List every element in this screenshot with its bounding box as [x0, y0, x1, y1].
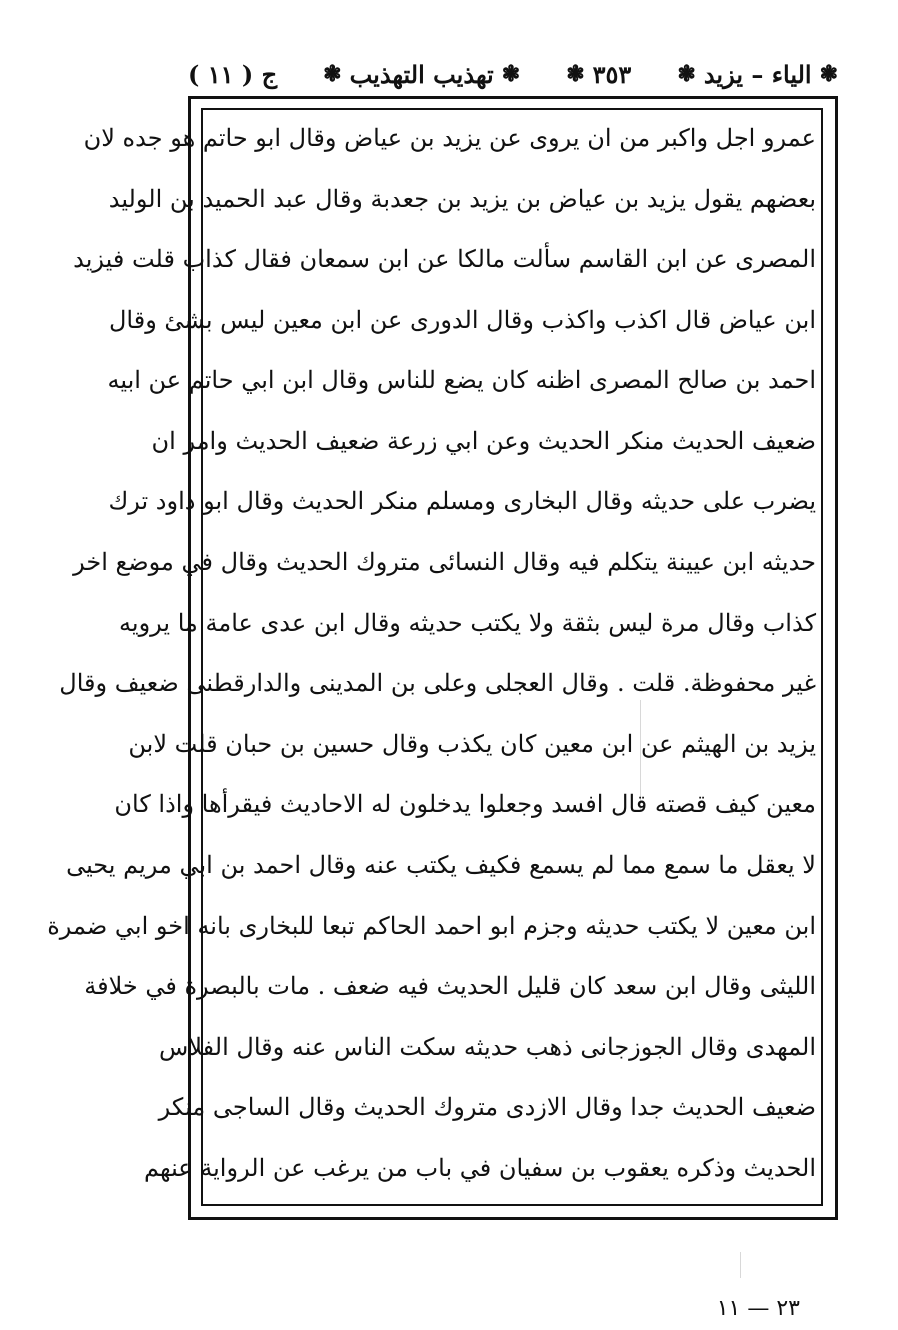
text-line: كذاب وقال مرة ليس بثقة ولا يكتب حديثه وقال ابن عدى عامة ما يرويه: [119, 608, 816, 637]
ornament-icon: ❃: [501, 61, 521, 87]
header-volume: [188, 60, 277, 89]
ornament-icon: ❃: [566, 61, 585, 87]
text-body: [47, 118, 816, 1198]
text-line: الليثى وقال ابن سعد كان قليل الحديث فيه ضعف . مات بالبصرة في خلافة: [84, 972, 816, 1001]
ornament-icon: ❃: [323, 61, 342, 87]
book-title: تهذيب التهذيب: [349, 59, 494, 89]
header-section: [677, 60, 838, 89]
text-line: يضرب على حديثه وقال البخارى ومسلم منكر الحديث وقال ابو داود ترك: [108, 487, 816, 516]
text-line: لا يعقل ما سمع مما لم يسمع فكيف يكتب عنه وقال احمد بن ابي مريم يحيى: [66, 850, 816, 879]
text-line: عمرو اجل واكبر من ان يروى عن يزيد بن عياض وقال ابو حاتم هو جده لان: [83, 124, 816, 152]
text-line: يزيد بن الهيثم عن ابن معين كان يكذب وقال حسين بن حبان قلت لابن: [128, 729, 816, 758]
page-number: ٣٥٣: [592, 59, 632, 89]
text-line: غير محفوظة. قلت . وقال العجلى وعلى بن المدينى والدارقطنى ضعيف وقال: [59, 669, 816, 698]
text-line: ابن معين لا يكتب حديثه وجزم ابو احمد الحاكم تبعا للبخارى بانه اخو ابي ضمرة: [47, 911, 816, 940]
text-line: ابن عياض قال اكذب واكذب وقال الدورى عن ابن معين ليس بشئ وقال: [108, 305, 816, 334]
volume-label: ج ( ١١ ): [188, 59, 278, 89]
section-title: الياء – يزيد: [703, 59, 812, 89]
ornament-icon: ❃: [677, 61, 696, 87]
scan-mark: [740, 1252, 741, 1278]
text-line: ضعيف الحديث منكر الحديث وعن ابي زرعة ضعيف الحديث وامر ان: [151, 426, 816, 455]
page-header: [188, 56, 838, 92]
text-line: المصرى عن ابن القاسم سألت مالكا عن ابن سمعان فقال كذاب قلت فيزيد: [73, 245, 816, 274]
text-line: معين كيف قصته قال افسد وجعلوا يدخلون له الاحاديث فيقرأها واذا كان: [114, 790, 816, 819]
text-line: احمد بن صالح المصرى اظنه كان يضع للناس وقال ابن ابي حاتم عن ابيه: [107, 366, 816, 395]
text-line: بعضهم يقول يزيد بن عياض بن يزيد بن جعدبة وقال عبد الحميد بن الوليد: [108, 184, 816, 213]
text-line: الحديث وذكره يعقوب بن سفيان في باب من يرغب عن الرواية عنهم: [144, 1153, 816, 1182]
text-line: ضعيف الحديث جدا وقال الازدى متروك الحديث وقال الساجى منكر: [158, 1093, 816, 1122]
text-line: المهدى وقال الجوزجانى ذهب حديثه سكت الناس عنه وقال الفلاس: [159, 1032, 816, 1061]
header-page-number: [566, 60, 631, 89]
page-footer-code: ٢٣ — ١١: [716, 1296, 800, 1321]
header-book-title: [323, 60, 520, 89]
ornament-icon: ❃: [819, 61, 838, 87]
text-line: حديثه ابن عيينة يتكلم فيه وقال النسائى متروك الحديث وقال في موضع اخر: [73, 548, 816, 577]
